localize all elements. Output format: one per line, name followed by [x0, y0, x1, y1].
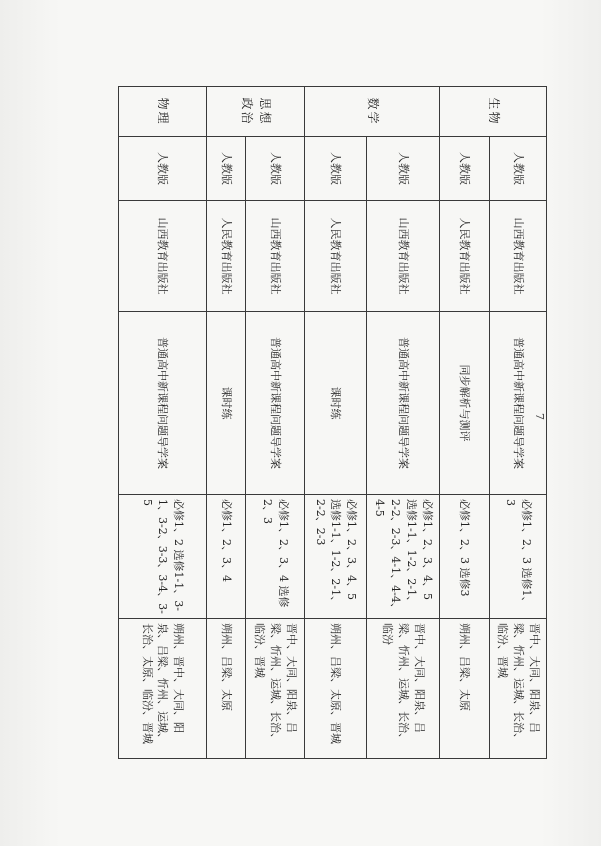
- publisher-cell: 山西教育出版社: [367, 201, 440, 312]
- edition-cell: 人教版: [207, 137, 246, 201]
- regions-cell: 朔州、吕梁、太原: [440, 619, 490, 759]
- table-row: [207, 87, 246, 759]
- rotated-table-container: [119, 86, 547, 758]
- edition-cell: 人教版: [305, 137, 367, 201]
- regions-cell: 晋中、大同、阳泉、吕梁、忻州、运城、长治、临汾、晋城: [490, 619, 547, 759]
- book-name-cell: 普通高中新课程问题导学案: [246, 312, 305, 495]
- textbook-table: [118, 86, 547, 759]
- book-name-cell: 普通高中新课程问题导学案: [119, 312, 207, 495]
- edition-cell: 人教版: [490, 137, 547, 201]
- edition-cell: 人教版: [246, 137, 305, 201]
- publisher-cell: 人民教育出版社: [207, 201, 246, 312]
- publisher-cell: 山西教育出版社: [119, 201, 207, 312]
- subject-cell: 思想政治: [207, 87, 305, 137]
- subject-cell: 物理: [119, 87, 207, 137]
- book-name-cell: 普通高中新课程问题导学案: [490, 312, 547, 495]
- regions-cell: 朔州、吕梁、太原: [207, 619, 246, 759]
- volumes-cell: 必修1、2、3 选修1、3: [490, 495, 547, 619]
- regions-cell: 晋中、大同、阳泉、吕梁、忻州、运城、长治、临汾: [367, 619, 440, 759]
- table-row: [305, 87, 367, 759]
- volumes-cell: 必修1、2、3 选修3: [440, 495, 490, 619]
- volumes-cell: 必修1、2、3、4 选修2、3: [246, 495, 305, 619]
- regions-cell: 朔州、吕梁、太原、晋城: [305, 619, 367, 759]
- book-name-cell: 课时练: [305, 312, 367, 495]
- table-row: [119, 87, 207, 759]
- book-name-cell: 普通高中新课程问题导学案: [367, 312, 440, 495]
- table-row: [440, 87, 490, 759]
- regions-cell: 朔州、晋中、大同、阳泉、吕梁、忻州、运城、长治、太原、临汾、晋城: [119, 619, 207, 759]
- page-number: 7: [533, 413, 546, 420]
- regions-cell: 晋中、大同、阳泉、吕梁、忻州、运城、长治、临汾、晋城: [246, 619, 305, 759]
- subject-cell: 生物: [440, 87, 547, 137]
- publisher-cell: 人民教育出版社: [305, 201, 367, 312]
- volumes-cell: 必修1、2、3、4、5 选修1-1、1-2、2-1、2-2、2-3: [305, 495, 367, 619]
- publisher-cell: 人民教育出版社: [440, 201, 490, 312]
- book-name-cell: 课时练: [207, 312, 246, 495]
- edition-cell: 人教版: [367, 137, 440, 201]
- volumes-cell: 必修1、2 选修1-1、3-1、3-2、3-3、3-4、3-5: [119, 495, 207, 619]
- table-row: [490, 87, 547, 759]
- subject-cell: 数学: [305, 87, 440, 137]
- publisher-cell: 山西教育出版社: [490, 201, 547, 312]
- volumes-cell: 必修1、2、3、4、5 选修1-1、1-2、2-1、2-2、2-3、4-1、4-4、4-5: [367, 495, 440, 619]
- book-name-cell: 同步解析与测评: [440, 312, 490, 495]
- volumes-cell: 必修1、2、3、4: [207, 495, 246, 619]
- publisher-cell: 山西教育出版社: [246, 201, 305, 312]
- edition-cell: 人教版: [119, 137, 207, 201]
- table-row: [367, 87, 440, 759]
- edition-cell: 人教版: [440, 137, 490, 201]
- table-row: [246, 87, 305, 759]
